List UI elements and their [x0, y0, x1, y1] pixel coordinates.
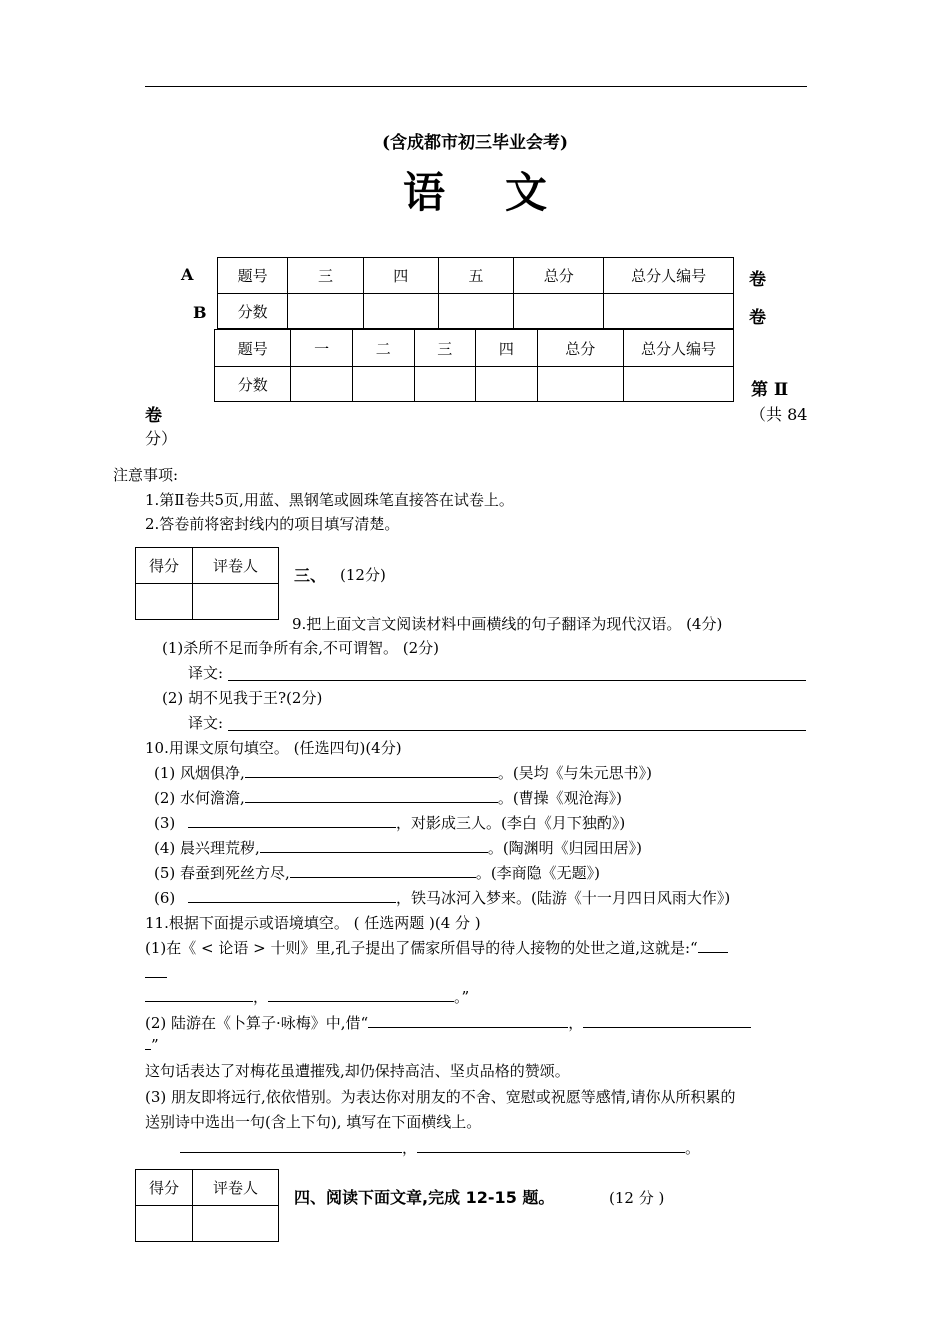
part-label-cont: 卷	[145, 406, 162, 426]
q10-item-pre: 晨兴理荒秽,	[180, 839, 260, 857]
score-box-label: 得分	[136, 1170, 193, 1206]
q11-2-mid: ，	[568, 1014, 584, 1032]
table-a-header-cell: 总分人编号	[604, 258, 734, 294]
score-cell[interactable]	[288, 294, 363, 329]
q11-3-end: 。	[685, 1139, 701, 1157]
q11-3-blank-b[interactable]	[417, 1137, 685, 1153]
top-rule	[145, 86, 807, 87]
notice-heading: 注意事项:	[113, 466, 179, 484]
q10-item	[154, 837, 642, 858]
q11-1-wrap-line	[145, 977, 167, 978]
q11-2-pre: (2) 陆游在《卜算子·咏梅》中,借“	[145, 1014, 369, 1032]
score-cell[interactable]	[623, 367, 733, 402]
section3-score-box	[135, 547, 279, 620]
notice-item: 2.答卷前将密封线内的项目填写清楚。	[145, 515, 400, 533]
q10-item-pre: 风烟俱净,	[180, 764, 245, 782]
total-label: （共 84	[750, 405, 808, 424]
section4-title: 四、阅读下面文章,完成 12-15 题。	[294, 1188, 555, 1207]
q10-item-post: 。(李商隐《无题》)	[475, 864, 601, 882]
table-a-header-cell: 题号	[218, 258, 288, 294]
q10-item-num: (6)	[154, 889, 176, 907]
q10-item-pre: 春蚕到死丝方尽,	[180, 864, 290, 882]
exam-title: 语文	[402, 168, 607, 217]
score-table-b	[214, 329, 734, 402]
score-cell[interactable]	[363, 294, 438, 329]
q11-3-line1: (3) 朋友即将远行,依依惜别。为表达你对朋友的不舍、宽慰或祝愿等感情,请你从所积累的	[145, 1088, 736, 1106]
total-label-cont: 分）	[145, 429, 178, 448]
q11-1-answer-row: ， 。”	[145, 986, 469, 1007]
q9-2-label: 译文:	[188, 714, 224, 732]
q10-item-num: (4)	[154, 839, 176, 857]
q11-3-blank-a[interactable]	[180, 1137, 402, 1153]
score-cell[interactable]	[537, 367, 623, 402]
table-b-header-cell: 一	[291, 330, 353, 367]
score-box-label: 评卷人	[192, 548, 278, 584]
table-a-header-cell: 四	[363, 258, 438, 294]
q11-3-line2: 送别诗中选出一句(含上下句), 填写在下面横线上。	[145, 1113, 482, 1131]
score-box-cell[interactable]	[136, 584, 193, 620]
q11-1-prompt	[145, 937, 728, 958]
q10-item-pre: 水何澹澹,	[180, 789, 245, 807]
q11-2-blank-a[interactable]	[368, 1012, 568, 1028]
q11-3-answer-row	[180, 1137, 700, 1158]
q11-1-blank-a[interactable]	[145, 986, 253, 1002]
q11-2-end: ”	[151, 1036, 159, 1054]
q10-blank[interactable]	[290, 862, 476, 878]
q10-item-num: (1)	[154, 764, 176, 782]
score-cell[interactable]	[438, 294, 513, 329]
score-cell[interactable]	[352, 367, 414, 402]
q10-blank[interactable]	[188, 887, 396, 903]
score-box-label: 得分	[136, 548, 193, 584]
table-a-header-cell: 总分	[514, 258, 604, 294]
score-box-cell[interactable]	[136, 1206, 193, 1242]
q9-prompt: 9.把上面文言文阅读材料中画横线的句子翻译为现代汉语。 (4分)	[292, 615, 723, 633]
q11-prompt: 11.根据下面提示或语境填空。 ( 任选两题 )(4 分 )	[145, 914, 481, 932]
table-a-header-cell: 三	[288, 258, 363, 294]
score-box-cell[interactable]	[192, 1206, 278, 1242]
table-a-side-left: A	[181, 265, 194, 284]
score-cell[interactable]	[604, 294, 734, 329]
q10-item	[154, 862, 600, 883]
score-cell[interactable]	[514, 294, 604, 329]
q10-item-num: (5)	[154, 864, 176, 882]
table-b-header-cell: 四	[476, 330, 538, 367]
score-cell[interactable]	[291, 367, 353, 402]
q10-item	[154, 812, 625, 833]
score-box-label: 评卷人	[192, 1170, 278, 1206]
score-cell[interactable]	[414, 367, 476, 402]
q11-3-mid: ，	[402, 1139, 418, 1157]
q10-item-num: (2)	[154, 789, 176, 807]
q11-2-end-row	[145, 1034, 159, 1054]
table-a-row-label: 分数	[218, 294, 288, 329]
q11-2-cont: 这句话表达了对梅花虽遭摧残,却仍保持高洁、坚贞品格的赞颂。	[145, 1062, 570, 1080]
score-box-cell[interactable]	[192, 584, 278, 620]
q10-item-post: ，铁马冰河入梦来。(陆游《十一月四日风雨大作》)	[396, 889, 731, 907]
q10-item-post: 。(陶渊明《归园田居》)	[487, 839, 643, 857]
q10-blank[interactable]	[245, 762, 498, 778]
table-b-row-label: 分数	[215, 367, 291, 402]
q10-item-post: ，对影成三人。(李白《月下独酌》)	[396, 814, 626, 832]
table-b-header-cell: 题号	[215, 330, 291, 367]
notice-item: 1.第Ⅱ卷共5页,用蓝、黑钢笔或圆珠笔直接答在试卷上。	[145, 491, 514, 509]
table-b-side-left: B	[193, 303, 207, 322]
part-label: 第 Ⅱ	[751, 380, 789, 400]
table-b-side-right: 卷	[749, 308, 766, 328]
q10-item-num: (3)	[154, 814, 176, 832]
score-table-a	[217, 257, 734, 329]
table-a-header-cell: 五	[438, 258, 513, 294]
q11-1-text: (1)在《 < 论语 > 十则》里,孔子提出了儒家所倡导的待人接物的处世之道,这就是:“	[145, 939, 698, 957]
q10-item-post: 。(吴均《与朱元思书》)	[497, 764, 653, 782]
table-b-header-cell: 总分人编号	[623, 330, 733, 367]
q11-1-end: 。”	[454, 988, 470, 1006]
q11-2-row	[145, 1012, 751, 1033]
q10-item	[154, 787, 622, 808]
table-b-header-cell: 二	[352, 330, 414, 367]
q10-item	[154, 762, 652, 783]
score-cell[interactable]	[476, 367, 538, 402]
q10-blank[interactable]	[188, 812, 396, 828]
q9-2-answer-line[interactable]	[228, 730, 806, 731]
q9-1-prompt: (1)杀所不足而争所有余,不可谓智。 (2分)	[162, 639, 440, 657]
q10-item	[154, 887, 730, 908]
q10-prompt: 10.用课文原句填空。 (任选四句)(4分)	[145, 739, 402, 757]
section3-title: 三、	[294, 566, 327, 585]
q9-2-prompt: (2) 胡不见我于王?(2分)	[162, 689, 323, 707]
table-b-header-cell: 总分	[537, 330, 623, 367]
table-b-header-cell: 三	[414, 330, 476, 367]
q11-1-blank-b[interactable]	[268, 986, 454, 1002]
section4-points: (12 分 )	[609, 1189, 665, 1207]
q11-1-blank-start[interactable]	[698, 937, 728, 953]
q11-2-blank-b[interactable]	[583, 1012, 751, 1028]
exam-subtitle: (含成都市初三毕业会考)	[381, 133, 569, 153]
q9-1-answer-line[interactable]	[228, 680, 806, 681]
q9-1-label: 译文:	[188, 664, 224, 682]
q10-item-post: 。(曹操《观沧海》)	[497, 789, 623, 807]
section3-points: (12分)	[340, 566, 386, 584]
q10-blank[interactable]	[245, 787, 498, 803]
table-a-side-right: 卷	[749, 270, 766, 290]
q10-blank[interactable]	[260, 837, 488, 853]
section4-score-box	[135, 1169, 279, 1242]
